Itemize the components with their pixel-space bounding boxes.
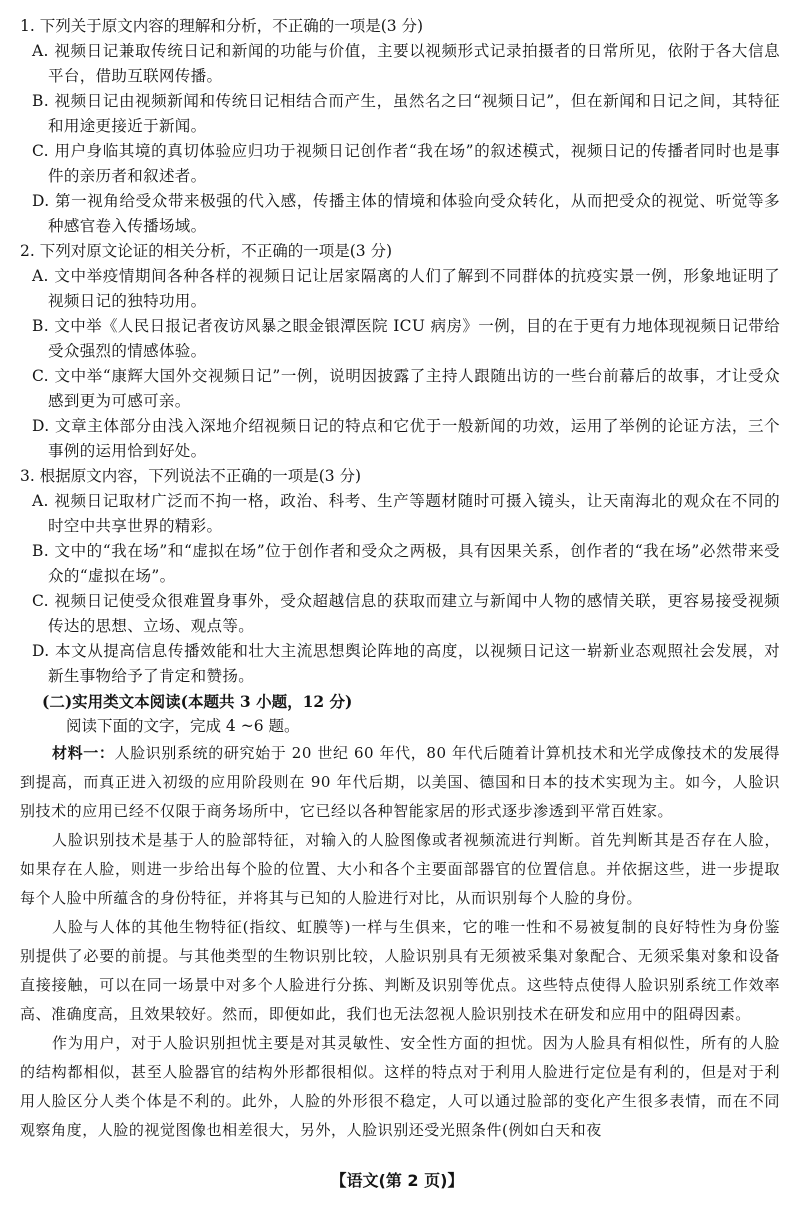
reading-material [20, 739, 780, 1145]
question-1 [20, 14, 780, 239]
material-paragraph: 材料一：人脸识别系统的研究始于 20 世纪 60 年代，80 年代后随着计算机技术和光学成像技术的发展得到提高，而真正进入初级的应用阶段则在 90 年代后期，以美国、德国和日本的技术实现为主。如今，人脸识别技术的应用已经不仅限于商务场所中，它已经以各种智能家居的形式逐步渗透到平常百姓家。 [20, 744, 780, 820]
question-3 [20, 464, 780, 689]
option-c: C. 视频日记使受众很难置身事外，受众超越信息的获取而建立与新闻中人物的感情关联，更容易接受视频传达的思想、立场、观点等。 [32, 592, 780, 635]
option-a: A. 视频日记兼取传统日记和新闻的功能与价值，主要以视频形式记录拍摄者的日常所见，依附于各大信息平台，借助互联网传播。 [32, 42, 780, 85]
option-c: C. 文中举“康辉大国外交视频日记”一例，说明因披露了主持人跟随出访的一些台前幕后的故事，才让受众感到更为可感可亲。 [32, 367, 780, 410]
option-b: B. 文中举《人民日报记者夜访风暴之眼金银潭医院 ICU 病房》一例，目的在于更有力地体现视频日记带给受众强烈的情感体验。 [32, 317, 780, 360]
option-d: D. 第一视角给受众带来极强的代入感，传播主体的情境和体验向受众转化，从而把受众的视觉、听觉等多种感官卷入传播场域。 [32, 192, 780, 235]
section-heading: (二)实用类文本阅读(本题共 3 小题，12 分) [42, 692, 353, 711]
question-stem: 2. 下列对原文论证的相关分析，不正确的一项是(3 分) [20, 242, 393, 260]
option-b: B. 文中的“我在场”和“虚拟在场”位于创作者和受众之两极，具有因果关系，创作者的“我在场”必然带来受众的“虚拟在场”。 [32, 542, 780, 585]
question-stem: 3. 根据原文内容，下列说法不正确的一项是(3 分) [20, 467, 362, 485]
material-paragraph: 人脸识别技术是基于人的脸部特征，对输入的人脸图像或者视频流进行判断。首先判断其是否存在人脸，如果存在人脸，则进一步给出每个脸的位置、大小和各个主要面部器官的位置信息。并依据这些，进一步提取每个人脸中所蕴含的身份特征，并将其与已知的人脸进行对比，从而识别每个人脸的身份。 [20, 831, 780, 907]
section-instruction: 阅读下面的文字，完成 4 ~6 题。 [66, 717, 300, 735]
question-stem: 1. 下列关于原文内容的理解和分析，不正确的一项是(3 分) [20, 17, 424, 35]
option-d: D. 文章主体部分由浅入深地介绍视频日记的特点和它优于一般新闻的功效，运用了举例的论证方法，三个事例的运用恰到好处。 [32, 417, 780, 460]
question-2 [20, 239, 780, 464]
option-a: A. 文中举疫情期间各种各样的视频日记让居家隔离的人们了解到不同群体的抗疫实景一例，形象地证明了视频日记的独特功用。 [32, 267, 780, 310]
exam-page [20, 14, 780, 1145]
option-d: D. 本文从提高信息传播效能和壮大主流思想舆论阵地的高度，以视频日记这一崭新业态观照社会发展，对新生事物给予了肯定和赞扬。 [32, 642, 780, 685]
material-paragraph: 作为用户，对于人脸识别担忧主要是对其灵敏性、安全性方面的担忧。因为人脸具有相似性，所有的人脸的结构都相似，甚至人脸器官的结构外形都很相似。这样的特点对于利用人脸进行定位是有利的，但是对于利用人脸区分人类个体是不利的。此外，人脸的外形很不稳定，人可以通过脸部的变化产生很多表情，而在不同观察角度，人脸的视觉图像也相差很大，另外，人脸识别还受光照条件(例如白天和夜 [20, 1034, 780, 1139]
material-label: 材料一： [52, 744, 115, 762]
option-b: B. 视频日记由视频新闻和传统日记相结合而产生，虽然名之曰“视频日记”，但在新闻和日记之间，其特征和用途更接近于新闻。 [32, 92, 780, 135]
page-footer: 【语文(第 2 页)】 [330, 1171, 464, 1190]
option-c: C. 用户身临其境的真切体验应归功于视频日记创作者“我在场”的叙述模式，视频日记的传播者同时也是事件的亲历者和叙述者。 [32, 142, 780, 185]
option-a: A. 视频日记取材广泛而不拘一格，政治、科考、生产等题材随时可摄入镜头，让天南海北的观众在不同的时空中共享世界的精彩。 [32, 492, 780, 535]
material-paragraph: 人脸与人体的其他生物特征(指纹、虹膜等)一样与生俱来，它的唯一性和不易被复制的良好特性为身份鉴别提供了必要的前提。与其他类型的生物识别比较，人脸识别具有无须被采集对象配合、无须采集对象和设备直接接触，可以在同一场景中对多个人脸进行分拣、判断及识别等优点。这些特点使得人脸识别系统工作效率高、准确度高，且效果较好。然而，即便如此，我们也无法忽视人脸识别技术在研发和应用中的阻碍因素。 [20, 918, 780, 1023]
